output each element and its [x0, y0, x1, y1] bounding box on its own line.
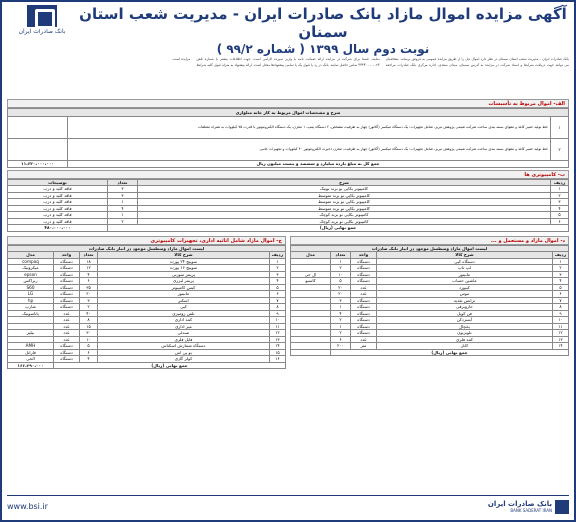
table-row: ۳ پرینتر سوزنی ۴ دستگاه epson — [8, 271, 286, 278]
intro-text: بانک صادرات ایران - مدیریت شعب استان سمنان در نظر دارد اموال ذیل را از طریق مزایده عمومی به فروش برساند. متقاضیان می توانند جهت دریافت شرایط و اسناد شرکت در مزایده به آدرس سمنان، میدان سعدی، اداره مرکزی بانک صادرات مراجعه نمایند. ضمنا برای شرکت در مزایده ارائه ضمانت نامه یا واریز سپرده الزامی است. جهت اطلاعات بیشتر با شماره تلفن ۰۲۳-۳۳۴۴۰۰۰۰ تماس حاصل نمایند. بانک در رد یا قبول یک یا تمامی پیشنهادها مختار است. ارائه پیشنهاد به منزله قبول کلیه شرایط مزایده است. — [171, 57, 569, 67]
footer-bank-logo — [488, 500, 569, 514]
table-row: ۶ کامپیوتر بکاپی نو برند کوچک ۲ فاقد کلید و درب — [8, 218, 569, 225]
table-row: ۳ کامپیوتر بکاپی نو برند متوسط ۱ فاقد کلید و درب — [8, 199, 569, 206]
table-row: ۴ کامپیوتر بکاپی نو برند متوسط ۴ فاقد کلید و درب — [8, 205, 569, 212]
section-c-total: جمع نهایی (ریال) ۱۶۶،۶۹۰،۰۰۰ — [8, 362, 286, 369]
footer-bank-name-en: BANK SADERAT IRAN — [510, 508, 552, 513]
table-row: ۱۳ کمد فلزی عدد ۶ — [291, 336, 569, 343]
section-a-row: ۱ خط تولید خمیر کاغذ و مقوای بسته بندی ساخت شرکت شیمی پژوهش تبریز، شامل تجهیزات: یک دستگاه میکسر (آکاتور) چهار به ظرفیت مشخص، ۲ دستگاه پمپ، ۱ مخزن، یک دستگاه الکتروموتور با قدرت ۷۵ کیلووات به همراه متعلقات — [8, 117, 569, 139]
section-d — [290, 234, 569, 370]
section-b-total: جمع نهایی (ریال) ۴۸۰،۰۰۰،۰۰۰ — [8, 225, 569, 232]
section-a-subheader: شرح و مشخصات اموال مربوط به کار خانه متلوازی — [8, 109, 569, 117]
table-row: ۱۵ یو پی اس ۶ دستگاه فاراتل — [8, 349, 286, 356]
table-row: ۱۰ کمد اداری ۸ عدد — [8, 317, 286, 324]
bank-logo-text: بانک صادرات ایران — [18, 28, 66, 35]
table-row: ۹ تلفن رومیزی ۴۰ عدد پاناسونیک — [8, 310, 286, 317]
section-b-title: ب- کامپیوتری ها — [7, 170, 569, 179]
table-row: ۲ سوییچ ۱۶ پورت ۱۲ دستگاه میکروتیک — [8, 265, 286, 272]
footer — [7, 495, 569, 517]
table-row: ۱ کامپیوتر بکاپی نو برند نوبیک ۳ فاقد کلید و درب — [8, 186, 569, 193]
table-row: ۷ اسکنر ۳ دستگاه hp — [8, 297, 286, 304]
table-row: ۱۲ صندلی ۳۰ عدد نیلپر — [8, 330, 286, 337]
table-row: ۸ جاروبرقی دستگاه ۱ — [291, 304, 569, 311]
table-row: ۱۱ یخچال دستگاه ۱ — [291, 323, 569, 330]
table-row: ۶ موس عدد ۲۰ — [291, 291, 569, 298]
table-row: ۱ دستگاه کپی دستگاه ۱ — [291, 258, 569, 265]
table-row: ۱۶ کولر گازی ۴ دستگاه الجی — [8, 356, 286, 363]
bank-logo — [7, 5, 77, 35]
section-a-title: الف- اموال مربوط به تأسیسات — [7, 99, 569, 108]
table-row: ۲ لپ تاپ دستگاه ۲ — [291, 265, 569, 272]
table-row: ۵ کامپیوتر بکاپی نو برند کوچک ۱ فاقد کلید و درب — [8, 212, 569, 219]
table-row: ۱۳ فایل فلزی ۱۰ عدد — [8, 336, 286, 343]
table-row: ۱۴ دستگاه شمارش اسکناس ۵ دستگاه AMH — [8, 343, 286, 350]
section-c-table: لیست اموال مازاد وسطسل موجود در انبار بانک صادرات ردیف شرح کالا تعداد واحد مدل ۱ سوییچ ۲۴ پورت ۱۸ دستگاه compaq ۲ سوییچ ۱۶ پورت ۱۲ دستگاه میکروتیک ۳ پرینتر سوزنی ۴ دستگاه epson ۴ پرینتر لیزری ۶ دستگاه زیراکس ۵ کیس کامپیوتر ۳۵ دستگاه S60 ۶ مانیتور ۲۰ دستگاه LG ۷ اسکنر ۳ دستگاه hp ۸ کپی ۲ دستگاه شارپ ۹ تلفن رومیزی ۴۰ عدد پاناسونیک ۱۰ کمد اداری ۸ عدد ۱۱ میز اداری ۱۵ عدد ۱۲ صندلی ۳۰ عدد نیلپر ۱۳ فایل فلزی ۱۰ عدد ۱۴ دستگاه شمارش اسکناس ۵ دستگاه AMH ۱۵ یو پی اس ۶ دستگاه فاراتل ۱۶ کولر گازی ۴ دستگاه الجی جمع نهایی (ریال) ۱۶۶،۶۹۰،۰۰۰ — [7, 245, 286, 370]
table-row: ۲ کامپیوتر بکاپی نو برند متوسط ۳ فاقد کلید و درب — [8, 192, 569, 199]
table-row: ۹ فن کویل دستگاه ۴ — [291, 310, 569, 317]
bank-logo-icon — [27, 5, 57, 27]
table-row: ۷ ترانس تغذیه دستگاه ۳ — [291, 297, 569, 304]
section-b-table: ردیف شرح تعداد توضیحات ۱ کامپیوتر بکاپی نو برند نوبیک ۳ فاقد کلید و درب ۲ کامپیوتر بکاپی نو برند متوسط ۳ فاقد کلید و درب ۳ کامپیوتر بکاپی نو برند متوسط ۱ فاقد کلید و درب ۴ کامپیوتر بکاپی نو برند متوسط ۴ فاقد کلید و درب ۵ کامپیوتر بکاپی نو برند کوچک ۱ فاقد کلید و درب ۶ کامپیوتر بکاپی نو برند کوچک ۲ فاقد کلید و درب جمع نهایی (ریال) ۴۸۰،۰۰۰،۰۰۰ — [7, 179, 569, 232]
page-subtitle: نوبت دوم سال ۱۳۹۹ ( شماره ۹۹/۲ ) — [216, 42, 430, 56]
section-c-title: ج- اموال مازاد شامل اثاثیه اداری، تجهیزات کامپیوتری — [7, 236, 286, 245]
footer-bank-name-fa: بانک صادرات ایران — [487, 500, 552, 508]
section-d-table: لیست اموال مازاد وسطسل موجود در انبار بانک صادرات ردیف شرح کالا واحد تعداد مدل ۱ دستگاه کپی دستگاه ۱ ۲ لپ تاپ دستگاه ۲ ۳ مانیتور دستگاه ۱۰ ال جی ۴ ماشین حساب دستگاه ۵ کاسیو ۵ کیبورد عدد ۲۰ ۶ موس عدد ۲۰ ۷ ترانس تغذیه دستگاه ۳ ۸ جاروبرقی دستگاه ۱ ۹ فن کویل دستگاه ۴ ۱۰ آبسردکن دستگاه ۲ ۱۱ یخچال دستگاه ۱ ۱۲ تلویزیون دستگاه ۲ ۱۳ کمد فلزی عدد ۶ ۱۴ کابل متر ۲۰۰ جمع نهایی (ریال) — [290, 245, 569, 357]
table-row: ۵ کیبورد عدد ۲۰ — [291, 284, 569, 291]
website-link[interactable]: www.bsi.ir — [7, 502, 48, 511]
table-row: ۱۲ تلویزیون دستگاه ۲ — [291, 330, 569, 337]
page-title: آگهی مزایده اموال مازاد بانک صادرات ایران - مدیریت شعب استان سمنان — [79, 5, 567, 41]
table-row: ۱۰ آبسردکن دستگاه ۲ — [291, 317, 569, 324]
table-row: ۵ کیس کامپیوتر ۳۵ دستگاه S60 — [8, 284, 286, 291]
table-row: ۶ مانیتور ۲۰ دستگاه LG — [8, 291, 286, 298]
table-row: ۴ ماشین حساب دستگاه ۵ کاسیو — [291, 278, 569, 285]
section-d-total: جمع نهایی (ریال) — [291, 349, 569, 356]
section-c — [7, 234, 286, 370]
bank-mark-icon — [555, 500, 569, 514]
table-row: ۱۴ کابل متر ۲۰۰ — [291, 343, 569, 350]
section-a-row: ۲ خط تولید خمیر کاغذ و مقوای بسته بندی ساخت شرکت شیمی پژوهش تبریز، شامل تجهیزات: یک دستگاه میکسر (آکاتور) چهار به ظرفیت، مخزن ذخیره، الکتروموتور ۴۰ کیلووات و تجهیزات جانبی — [8, 139, 569, 161]
table-row: ۴ پرینتر لیزری ۶ دستگاه زیراکس — [8, 278, 286, 285]
header — [7, 5, 569, 57]
table-row: ۱۱ میز اداری ۱۵ عدد — [8, 323, 286, 330]
table-row: ۱ سوییچ ۲۴ پورت ۱۸ دستگاه compaq — [8, 258, 286, 265]
section-d-title: د- اموال مازاد و مستعمل و ... — [290, 236, 569, 245]
section-a-table — [7, 108, 569, 168]
title-block — [77, 5, 569, 57]
lower-sections — [7, 234, 569, 370]
table-row: ۸ کپی ۲ دستگاه شارپ — [8, 304, 286, 311]
table-row: ۳ مانیتور دستگاه ۱۰ ال جی — [291, 271, 569, 278]
section-a-total: جمع کل به مبلغ یازده میلیارد و ششصد و بیست میلیون ریال ۱۱،۶۲۰،۰۰۰،۰۰۰ — [8, 161, 569, 168]
